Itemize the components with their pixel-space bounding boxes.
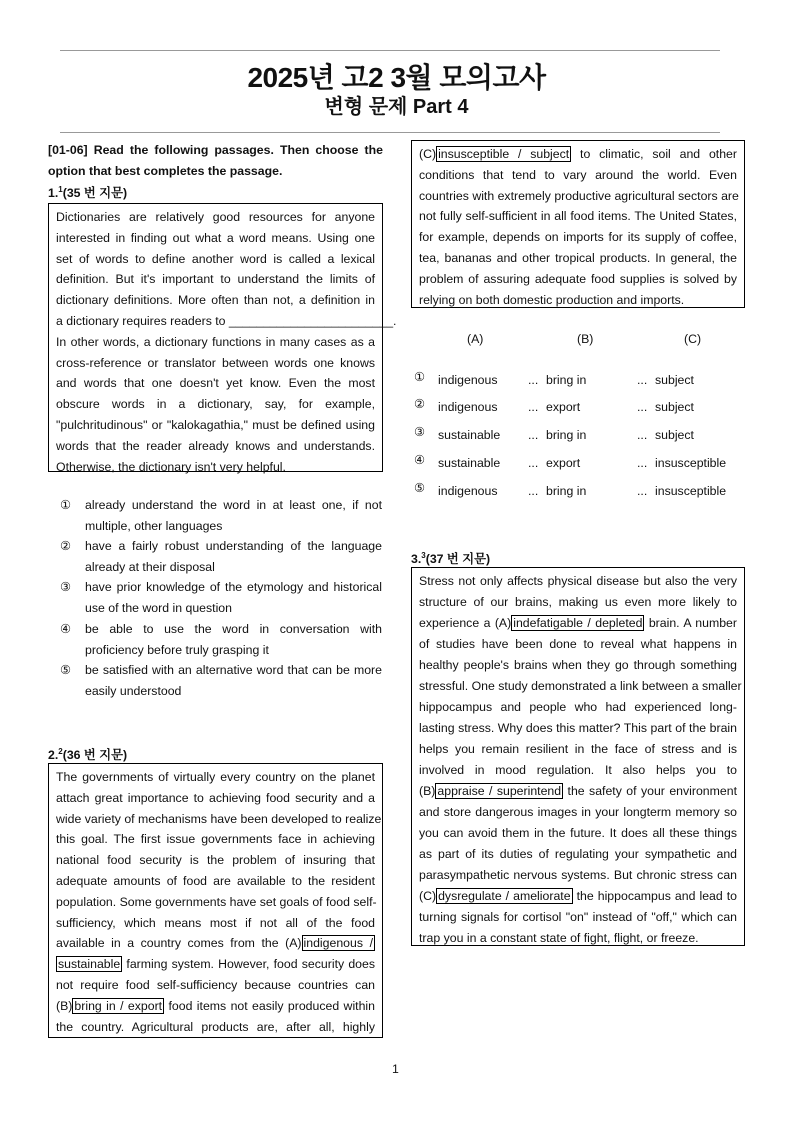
- passage-text: problem of assuring adequate food supplies is solved by: [419, 271, 737, 286]
- passage-text: set of words to define another word is called a lexical: [56, 251, 375, 266]
- source-label: (37 번 지문): [425, 552, 491, 566]
- passage-text: a dictionary requires readers to ________________________.: [56, 313, 397, 328]
- passage-text: this goal. The first issue governments face in achieving: [56, 832, 375, 847]
- ellipsis: ...: [528, 456, 539, 470]
- column-header: (C): [684, 332, 702, 346]
- passage-text: lasting stress. Why does this matter? This part of the brain: [419, 721, 737, 735]
- passage-text: dictionary definitions. More often than not, a definition in: [56, 293, 375, 308]
- passage-line: [56, 996, 375, 1017]
- ellipsis: ...: [528, 428, 539, 442]
- choice-c: subject: [655, 373, 694, 387]
- passage-line: [419, 802, 737, 823]
- passage-line: [56, 975, 375, 996]
- ellipsis: ...: [528, 484, 539, 498]
- passage-text: the safety of your environment: [563, 784, 737, 798]
- answer-option-1[interactable]: [60, 495, 382, 537]
- passage-line: [419, 928, 737, 949]
- passage-text: sufficiency, which means most if not all of the food: [56, 915, 375, 930]
- passage-text: not require food self-sufficiency because countries can: [56, 977, 375, 992]
- passage-text: attach great importance to achieving food security and a: [56, 790, 375, 805]
- passage-line: [419, 865, 737, 886]
- passage-text: (C): [419, 147, 437, 161]
- answer-choice-box: indigenous /: [303, 936, 373, 951]
- passage-text: turning signals for cortisol "on" instead of "off," which can: [419, 910, 737, 924]
- choice-c: subject: [655, 428, 694, 442]
- passage-line: [56, 269, 375, 290]
- answer-choice-box: insusceptible / subject: [438, 147, 570, 161]
- passage-line: [419, 823, 737, 844]
- passage-line: [419, 844, 737, 865]
- passage-line: [56, 788, 375, 809]
- passage-line: [56, 913, 375, 934]
- option-text: have prior knowledge of the etymology and historical use of the word in question: [85, 580, 382, 615]
- source-label: (36 번 지문): [62, 748, 128, 762]
- passage-text: (C): [419, 889, 437, 903]
- passage-text: tea, bananas and other tropical products. In general, the: [419, 250, 737, 265]
- answer-option-2[interactable]: [60, 536, 382, 578]
- passage-text: definition. But it's important to understand the limits of: [56, 272, 375, 287]
- option-number: ②: [60, 539, 72, 553]
- choice-b: export: [546, 456, 581, 470]
- passage-text: experience a (A): [419, 616, 512, 630]
- ellipsis: ...: [528, 373, 539, 387]
- option-text: already understand the word in at least one, if not multiple, other languages: [85, 498, 382, 533]
- choice-b: bring in: [546, 373, 587, 387]
- passage-text: The governments of virtually every country on the planet: [56, 770, 375, 784]
- choice-a: indigenous: [438, 400, 498, 414]
- passage-text: involved in mood regulation. It also helps you to: [419, 763, 737, 777]
- passage-line: [419, 571, 737, 592]
- passage-text: the country. Agricultural products are, after all, highly: [56, 1019, 375, 1034]
- passage-line: [419, 760, 737, 781]
- page-subtitle: 변형 문제 Part 4: [324, 96, 469, 118]
- passage-line: [56, 871, 375, 892]
- passage-text: farming system. However, food security does: [122, 957, 375, 972]
- answer-option-4[interactable]: [60, 619, 382, 661]
- passage-text: wide variety of mechanisms have been developed to realize: [56, 811, 382, 826]
- passage-text: trap you in a constant state of fight, flight, or freeze.: [419, 931, 699, 945]
- passage-text: and words that one doesn't yet know. Even the most: [56, 376, 375, 391]
- passage-line: [56, 1017, 375, 1038]
- ellipsis: ...: [637, 428, 648, 442]
- passage-text: national food security is the problem of insuring that: [56, 853, 375, 868]
- passage-line: [56, 394, 375, 415]
- passage-line: [419, 592, 737, 613]
- source-label: (35 번 지문): [62, 186, 128, 200]
- passage-text: Stress not only affects physical disease but also the very: [419, 574, 737, 588]
- passage-text: hippocampus and people who had experienced long-: [419, 700, 737, 714]
- passage-box-q1: [48, 203, 397, 474]
- answer-choice-box: appraise / superintend: [437, 784, 562, 798]
- passage-line: [419, 907, 737, 928]
- passage-text: population. Some governments have set goals of food self-: [56, 894, 377, 909]
- passage-line: [56, 809, 382, 830]
- header-rule: [60, 132, 720, 133]
- passage-text: conditions that tend to vary around the world. Even: [419, 167, 737, 182]
- passage-line: [56, 228, 375, 249]
- passage-text: structure of our brains, making us even more likely to: [419, 595, 737, 609]
- passage-line: [56, 311, 397, 332]
- page-number: 1: [392, 1062, 399, 1076]
- choice-a: indigenous: [438, 373, 498, 387]
- passage-line: [56, 249, 375, 270]
- passage-line: [419, 269, 737, 290]
- passage-text: adequate amounts of food are available to the resident: [56, 873, 375, 888]
- passage-box-q2-continued: [411, 140, 745, 308]
- footnote-ref: 3: [421, 550, 426, 560]
- passage-line: [56, 373, 375, 394]
- passage-line: [419, 206, 737, 227]
- choice-c: subject: [655, 400, 694, 414]
- answer-option-3[interactable]: [60, 577, 382, 619]
- passage-line: [419, 718, 737, 739]
- passage-line: [56, 207, 375, 228]
- passage-text: relying on both domestic production and imports.: [419, 292, 685, 307]
- passage-line: [419, 655, 737, 676]
- passage-line: [56, 954, 375, 975]
- answer-choice-box: dysregulate / ameliorate: [438, 889, 571, 903]
- passage-text: healthy people's brains when they go through something: [419, 658, 737, 672]
- passage-line: [419, 144, 737, 165]
- passage-text: cross-reference or translator between words one knows: [56, 355, 375, 370]
- passage-text: (B): [56, 998, 73, 1013]
- passage-text: countries with extremely productive agricultural sectors are: [419, 188, 739, 203]
- option-number: ①: [60, 498, 72, 512]
- ellipsis: ...: [637, 484, 648, 498]
- passage-text: obscure words in a dictionary, say, for example,: [56, 397, 375, 412]
- passage-line: [56, 353, 375, 374]
- choice-c: insusceptible: [655, 456, 727, 470]
- option-number: ③: [60, 580, 72, 594]
- passage-text: In other words, a dictionary functions in many cases as a: [56, 334, 375, 349]
- passage-line: [56, 436, 375, 457]
- question-3-heading: [411, 549, 490, 567]
- passage-text: you can avoid them in the future. It does all these things: [419, 826, 737, 840]
- passage-text: stressful. One study demonstrated a link between a smaller: [419, 679, 742, 693]
- ellipsis: ...: [637, 400, 648, 414]
- passage-line: [419, 739, 737, 760]
- option-text: be satisfied with an alternative word that can be more easily understood: [85, 663, 382, 698]
- passage-line: [419, 186, 737, 207]
- passage-text: brain. A number: [644, 616, 737, 630]
- passage-text: words that the reader already knows and understands.: [56, 438, 375, 453]
- option-text: have a fairly robust understanding of the language already at their disposal: [85, 539, 382, 574]
- passage-text: helps you remain resilient in the face of stress and is: [419, 742, 737, 756]
- page-title: 2025년 고2 3월 모의고사: [247, 62, 546, 93]
- passage-line: [419, 697, 737, 718]
- question-number: 3.: [411, 552, 422, 566]
- passage-text: and store dangerous images in your longterm memory so: [419, 805, 737, 819]
- choice-a: sustainable: [438, 428, 501, 442]
- passage-line: [419, 227, 737, 248]
- option-number: ⑤: [60, 663, 72, 677]
- answer-option-5[interactable]: [60, 660, 382, 702]
- choice-a: indigenous: [438, 484, 498, 498]
- instructions-line-2: option that best completes the passage.: [48, 164, 283, 178]
- passage-line: [419, 886, 737, 907]
- passage-text: of studies have been done to reveal what happens in: [419, 637, 737, 651]
- passage-line: [56, 933, 375, 954]
- passage-text: not fully self-sufficient in all food items. The United States,: [419, 209, 737, 224]
- footnote-ref: 2: [58, 746, 63, 756]
- passage-line: [56, 829, 375, 850]
- choice-number[interactable]: ①: [414, 370, 426, 384]
- answer-choice-box: bring in / export: [74, 998, 163, 1013]
- passage-text: the hippocampus and lead to: [572, 889, 737, 903]
- option-text: be able to use the word in conversation with proficiency before truly grasping it: [85, 622, 382, 657]
- passage-text: available in a country comes from the (A): [56, 936, 302, 951]
- choice-number[interactable]: ④: [414, 453, 426, 467]
- passage-box-q3: [411, 567, 745, 946]
- question-number: 1.: [48, 186, 59, 200]
- passage-line: [419, 290, 737, 311]
- choice-a: sustainable: [438, 456, 501, 470]
- passage-line: [56, 290, 375, 311]
- passage-box-q2: [48, 763, 383, 1038]
- passage-text: food items not easily produced within: [164, 998, 375, 1013]
- passage-text: interested in finding out what a word means. Using one: [56, 230, 375, 245]
- ellipsis: ...: [528, 400, 539, 414]
- passage-line: [419, 781, 737, 802]
- choice-b: bring in: [546, 484, 587, 498]
- passage-line: [419, 613, 737, 634]
- passage-text: as part of its duties of regulating your sympathetic and: [419, 847, 737, 861]
- passage-line: [419, 248, 737, 269]
- passage-line: [56, 332, 375, 353]
- choice-number[interactable]: ③: [414, 425, 426, 439]
- choice-number[interactable]: ②: [414, 397, 426, 411]
- passage-line: [419, 676, 742, 697]
- top-rule: [60, 50, 720, 51]
- passage-text: to climatic, soil and other: [571, 147, 737, 161]
- column-header: (B): [577, 332, 594, 346]
- passage-text: parasympathetic nervous systems. But chronic stress can: [419, 868, 737, 882]
- passage-text: (B): [419, 784, 436, 798]
- column-header: (A): [467, 332, 484, 346]
- passage-line: [56, 892, 375, 913]
- passage-text: "pulchritudinous" or "kalokagathia," must be defined using: [56, 417, 375, 432]
- passage-line: [419, 634, 737, 655]
- question-number: 2.: [48, 748, 59, 762]
- choice-b: export: [546, 400, 581, 414]
- passage-line: [56, 415, 375, 436]
- question-1-heading: [48, 183, 127, 201]
- passage-text: Otherwise, the dictionary isn't very helpful.: [56, 459, 286, 474]
- choice-c: insusceptible: [655, 484, 727, 498]
- question-2-heading: [48, 745, 127, 763]
- choice-number[interactable]: ⑤: [414, 481, 426, 495]
- option-number: ④: [60, 622, 72, 636]
- passage-line: [56, 850, 375, 871]
- passage-line: [56, 767, 375, 788]
- passage-text: for example, depends on imports for its supply of coffee,: [419, 230, 737, 245]
- passage-line: [56, 457, 375, 478]
- footnote-ref: 1: [58, 184, 63, 194]
- passage-text: Dictionaries are relatively good resources for anyone: [56, 210, 375, 224]
- passage-line: [419, 165, 737, 186]
- instructions-line-1: [01-06] Read the following passages. Then choose the: [48, 143, 383, 157]
- choice-b: bring in: [546, 428, 587, 442]
- ellipsis: ...: [637, 456, 648, 470]
- answer-choice-box: sustainable: [58, 957, 121, 972]
- answer-choice-box: indefatigable / depleted: [513, 616, 643, 630]
- ellipsis: ...: [637, 373, 648, 387]
